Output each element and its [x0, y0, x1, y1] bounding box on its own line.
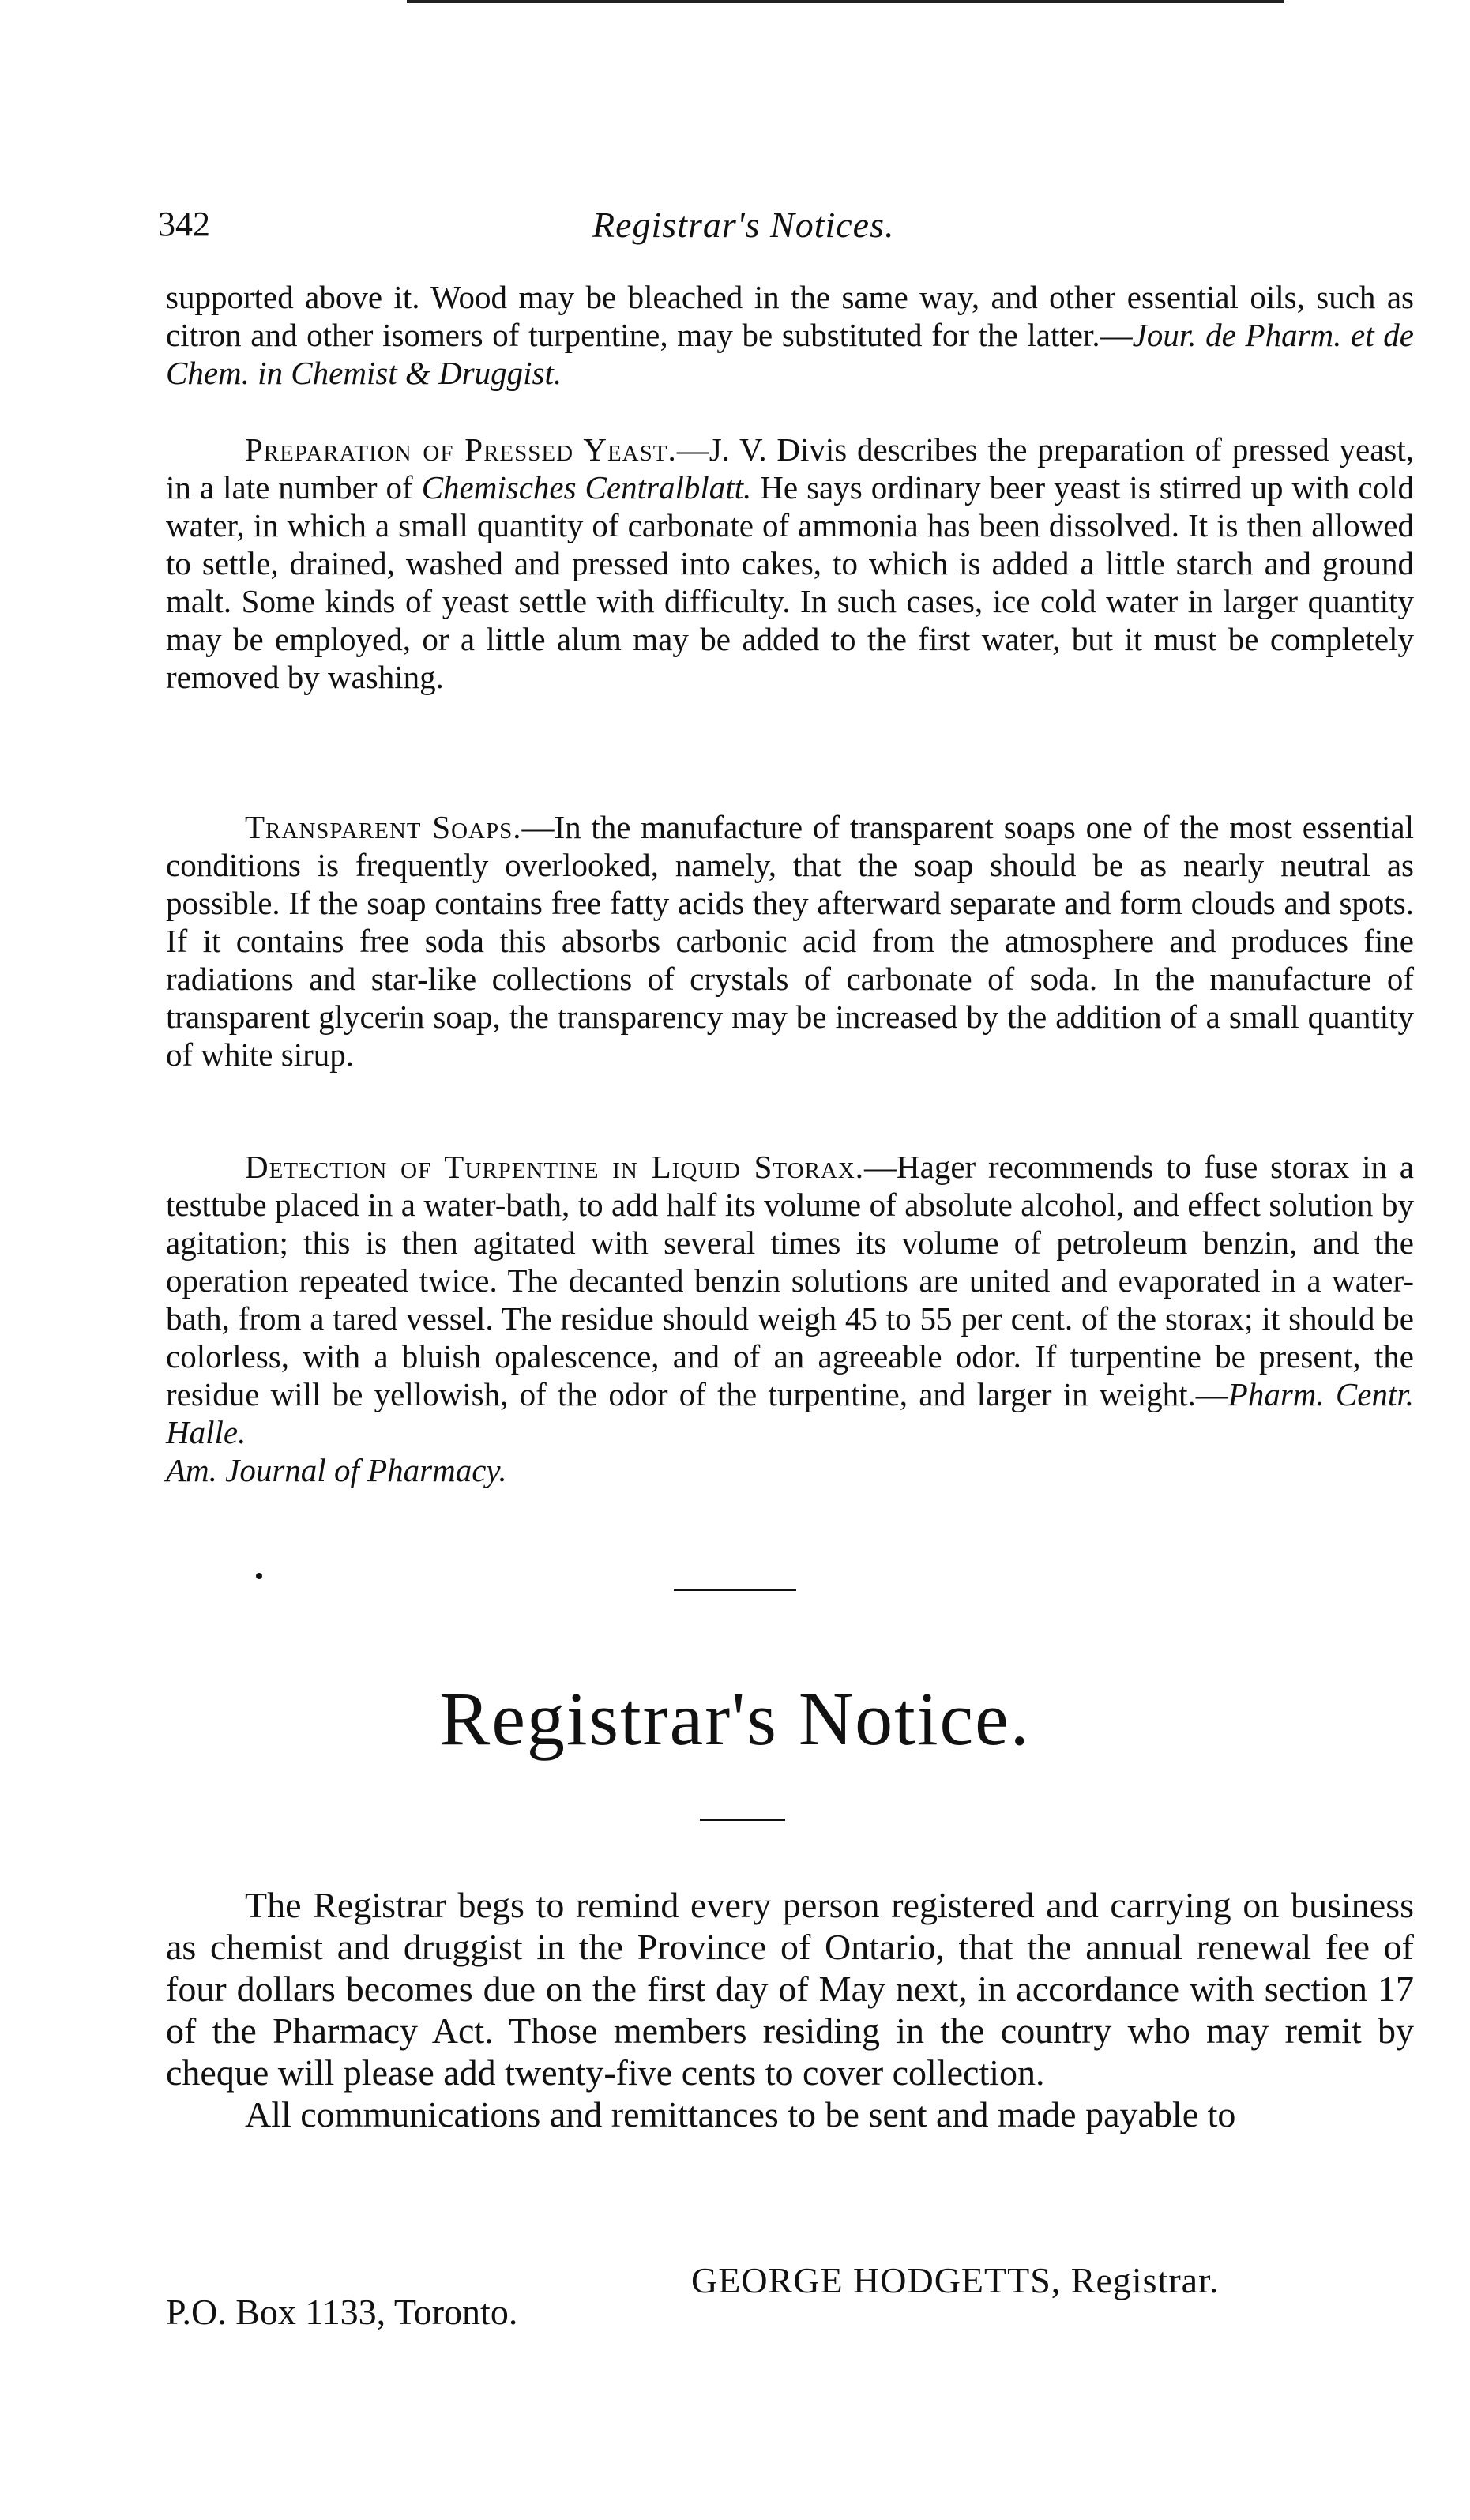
journal-name: Chemisches Centralblatt. — [421, 469, 752, 506]
paragraph-text: —In the manufacture of transparent soaps one of the most essential conditions is frequently overlooked, namely, that the soap should be as nearly neutral as possible. If the soap contains free fatty acids they afterward separate and form clouds and spots. If it contains free soda this absorbs carbonic acid from the atmosphere and produces fine radiations and star-like collections of crystals of carbonate of soda. In the manufacture of transparent glycerin soap, the transparency may be increased by the addition of a small quantity of white sirup. — [166, 809, 1414, 1073]
postal-address: P.O. Box 1133, Toronto. — [166, 2292, 518, 2332]
paragraph-text: —Hager recommends to fuse storax in a testtube placed in a water-bath, to add half its volume of absolute alcohol, and effect solution by agitation; this is then agitated with several times its volume of petroleum benzin, and the operation repeated twice. The decanted benzin solutions are united and evaporated in a water-bath, from a tared vessel. The residue should weigh 45 to 55 per cent. of the storax; it should be colorless, with a bluish opalescence, and of an agreeable odor. If turpentine be present, the residue will be yellowish, of the odor of the turpentine, and larger in weight.— — [166, 1149, 1414, 1412]
paragraph-pressed-yeast — [166, 431, 1414, 696]
top-rule — [407, 0, 1284, 3]
notice-paragraph: The Registrar begs to remind every person registered and carrying on business as chemist and druggist in the Province of Ontario, that the annual renewal fee of four dollars becomes due on the first day of May next, in accordance with section 17 of the Pharmacy Act. Those members residing in the country who may remit by cheque will please add twenty-five cents to cover collection. — [166, 1885, 1414, 2093]
running-head — [158, 204, 1422, 251]
title-underline-rule — [700, 1819, 785, 1821]
notice-title: Registrar's Notice. — [439, 1676, 1031, 1761]
notice-paragraph: All communications and remittances to be sent and made payable to — [245, 2094, 1236, 2134]
section-heading: Preparation of Pressed Yeast. — [245, 431, 677, 468]
paragraph-text: —J. V. Divis describes the preparation of pressed yeast, in a late number of — [166, 431, 1415, 506]
registrar-signature: GEORGE HODGETTS, Registrar. — [691, 2260, 1220, 2300]
stray-mark — [256, 1573, 262, 1579]
page-number: 342 — [158, 205, 210, 243]
source-citation: Pharm. Centr. Halle. — [166, 1376, 1414, 1450]
section-divider — [674, 1589, 796, 1591]
paragraph-text: He says ordinary beer yeast is stirred up with cold water, in which a small quantity of carbonate of ammonia has been dissolved. It is then allowed to settle, drained, washed and pressed into cakes, to which is added a little starch and ground malt. Some kinds of yeast settle with difficulty. In such cases, ice cold water in larger quantity may be employed, or a little alum may be added to the first water, but it must be completely removed by washing. — [166, 469, 1414, 695]
notice-body — [166, 1884, 1414, 2135]
section-heading: Transparent Soaps. — [245, 809, 522, 845]
paragraph-text: supported above it. Wood may be bleached in the same way, and other essential oils, such as citron and other isomers of turpentine, may be substituted for the latter.— — [166, 279, 1414, 353]
running-title: Registrar's Notices. — [592, 205, 895, 245]
section-heading: Detection of Turpentine in Liquid Storax. — [245, 1149, 865, 1185]
paragraph-bleaching — [166, 278, 1414, 392]
source-citation: Am. Journal of Pharmacy. — [166, 1452, 507, 1488]
paragraph-turpentine-storax — [166, 1148, 1414, 1489]
paragraph-transparent-soaps — [166, 808, 1414, 1074]
source-citation: Jour. de Pharm. et de Chem. in Chemist & Druggist. — [166, 317, 1415, 391]
